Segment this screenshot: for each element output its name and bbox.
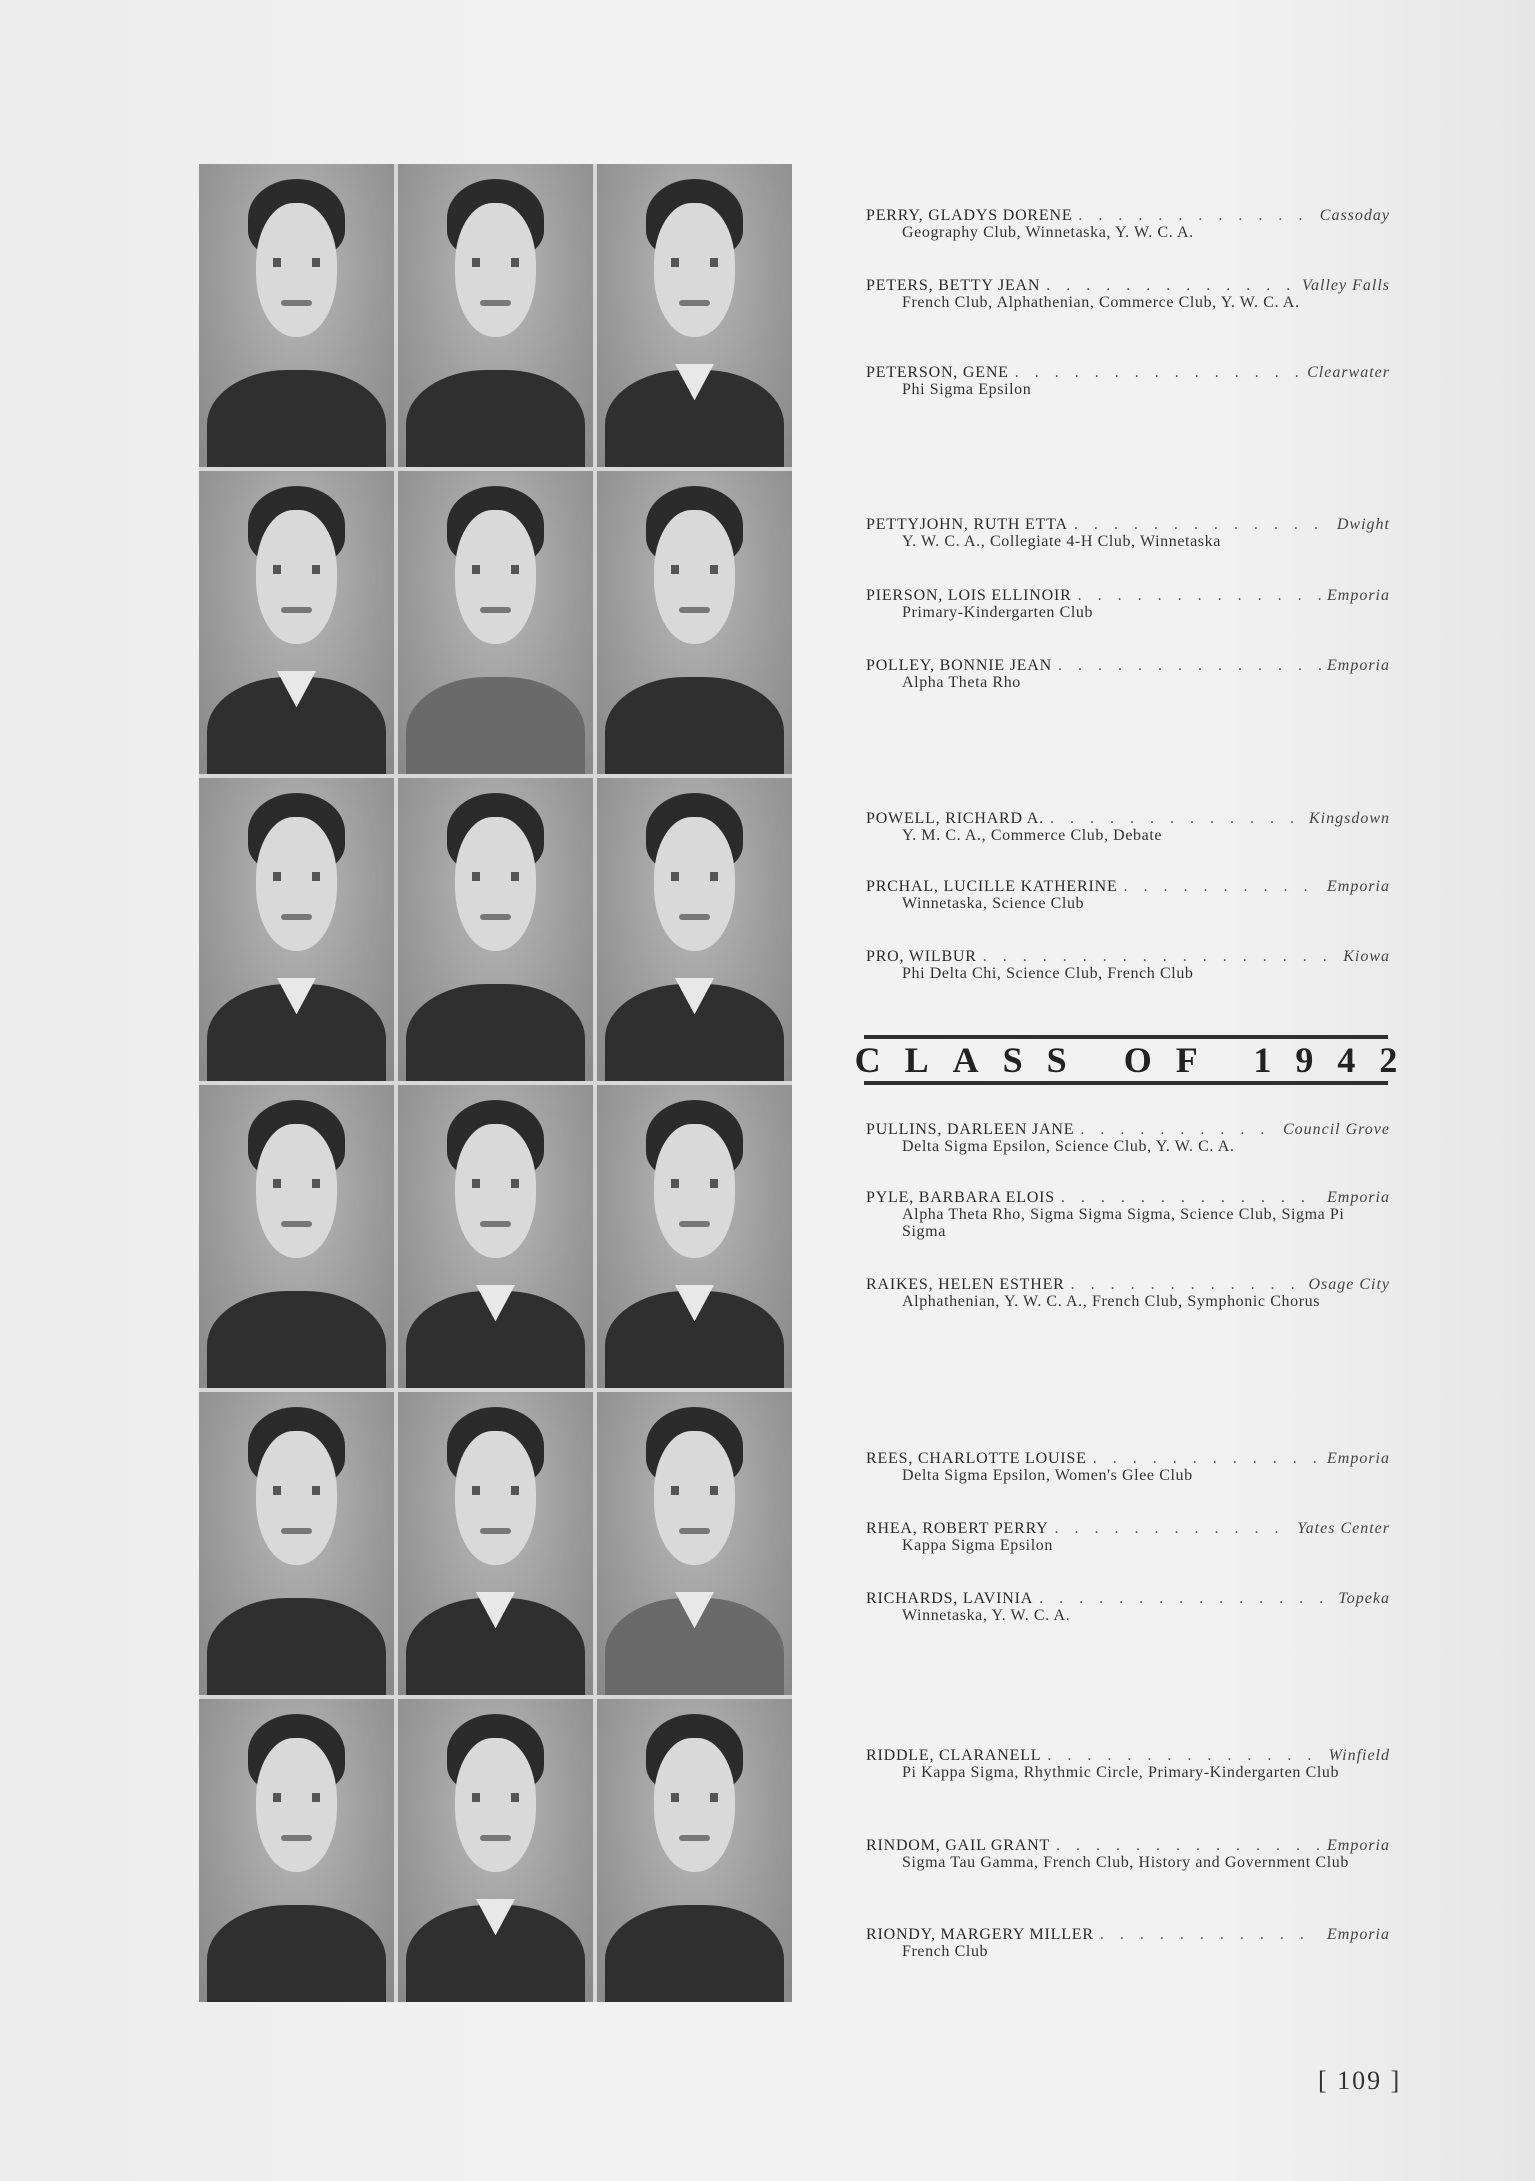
portrait-photo (597, 164, 792, 467)
student-activities: Winnetaska, Science Club (902, 895, 1085, 912)
student-name: POLLEY, BONNIE JEAN (866, 657, 1053, 674)
student-entry (866, 657, 1390, 691)
hometown: Topeka (1338, 1590, 1390, 1607)
hometown: Kingsdown (1308, 810, 1390, 827)
student-entry (866, 1926, 1390, 1960)
class-heading-text: CLASS OF 1942 (854, 1040, 1422, 1080)
student-entry (866, 1520, 1390, 1554)
portrait-photo (597, 778, 792, 1081)
student-activities: Phi Sigma Epsilon (902, 381, 1032, 398)
student-activities: Delta Sigma Epsilon, Women's Glee Club (902, 1467, 1193, 1484)
student-entry (866, 1450, 1390, 1484)
student-activities: Primary-Kindergarten Club (902, 604, 1094, 621)
student-activities: Kappa Sigma Epsilon (902, 1537, 1053, 1554)
portrait-photo (398, 164, 593, 467)
hometown: Emporia (1327, 1189, 1390, 1206)
student-entry (866, 587, 1390, 621)
student-entry (866, 810, 1390, 844)
student-entry (866, 1590, 1390, 1624)
student-name: REES, CHARLOTTE LOUISE (866, 1450, 1087, 1467)
student-activities: Winnetaska, Y. W. C. A. (902, 1607, 1071, 1624)
student-entry (866, 878, 1390, 912)
hometown: Dwight (1336, 516, 1390, 533)
hometown: Clearwater (1307, 364, 1390, 381)
student-name: RICHARDS, LAVINIA (866, 1590, 1034, 1607)
hometown: Valley Falls (1302, 277, 1390, 294)
student-entry (866, 1276, 1390, 1310)
student-activities: French Club, Alphathenian, Commerce Club, Y. W. C. A. (902, 294, 1300, 311)
portrait-photo (199, 1392, 394, 1695)
class-heading (854, 1035, 1422, 1085)
student-name: PETTYJOHN, RUTH ETTA (866, 516, 1068, 533)
student-entry (866, 1747, 1390, 1781)
student-entry (866, 1121, 1390, 1155)
student-entry (866, 277, 1390, 311)
student-activities: Y. W. C. A., Collegiate 4-H Club, Winnetaska (902, 533, 1221, 550)
student-name: RIDDLE, CLARANELL (866, 1747, 1042, 1764)
hometown: Yates Center (1297, 1520, 1390, 1537)
portrait-photo (199, 1085, 394, 1388)
student-entry (866, 948, 1390, 982)
hometown: Cassoday (1319, 207, 1390, 224)
hometown: Osage City (1308, 1276, 1390, 1293)
student-name: PIERSON, LOIS ELLINOIR (866, 587, 1072, 604)
student-activities: French Club (902, 1943, 989, 1960)
hometown: Council Grove (1282, 1121, 1390, 1138)
student-activities: Alpha Theta Rho (902, 674, 1021, 691)
portrait-photo (199, 1699, 394, 2002)
student-activities: Phi Delta Chi, Science Club, French Club (902, 965, 1194, 982)
student-activities: Y. M. C. A., Commerce Club, Debate (902, 827, 1163, 844)
portrait-photo (398, 1392, 593, 1695)
student-entry (866, 1837, 1390, 1871)
hometown: Emporia (1327, 1926, 1390, 1943)
portrait-photo (199, 471, 394, 774)
student-entry (866, 516, 1390, 550)
student-activities: Sigma Tau Gamma, French Club, History and Government Club (902, 1854, 1349, 1871)
student-name: PETERS, BETTY JEAN (866, 277, 1041, 294)
hometown: Emporia (1327, 1837, 1390, 1854)
student-name: PULLINS, DARLEEN JANE (866, 1121, 1075, 1138)
portrait-photo (398, 778, 593, 1081)
portrait-photo (199, 778, 394, 1081)
portrait-photo (597, 471, 792, 774)
student-activities: Pi Kappa Sigma, Rhythmic Circle, Primary-Kindergarten Club (902, 1764, 1340, 1781)
student-entry (866, 1189, 1390, 1240)
portrait-grid (199, 164, 792, 2002)
student-name: PRCHAL, LUCILLE KATHERINE (866, 878, 1118, 895)
student-name: PETERSON, GENE (866, 364, 1009, 381)
student-name: PYLE, BARBARA ELOIS (866, 1189, 1055, 1206)
student-name: RINDOM, GAIL GRANT (866, 1837, 1051, 1854)
portrait-photo (597, 1699, 792, 2002)
hometown: Emporia (1327, 657, 1390, 674)
portrait-photo (398, 1085, 593, 1388)
student-name: PRO, WILBUR (866, 948, 977, 965)
student-name: RIONDY, MARGERY MILLER (866, 1926, 1094, 1943)
student-name: RHEA, ROBERT PERRY (866, 1520, 1049, 1537)
hometown: Kiowa (1343, 948, 1390, 965)
student-entry (866, 207, 1390, 241)
student-activities: Geography Club, Winnetaska, Y. W. C. A. (902, 224, 1194, 241)
page-number: [ 109 ] (1318, 2066, 1402, 2095)
portrait-photo (398, 471, 593, 774)
student-activities: Delta Sigma Epsilon, Science Club, Y. W. C. A. (902, 1138, 1235, 1155)
portrait-photo (597, 1392, 792, 1695)
student-activities: Alphathenian, Y. W. C. A., French Club, Symphonic Chorus (902, 1293, 1321, 1310)
portrait-photo (199, 164, 394, 467)
student-entry (866, 364, 1390, 398)
hometown: Emporia (1327, 1450, 1390, 1467)
hometown: Emporia (1327, 587, 1390, 604)
student-name: RAIKES, HELEN ESTHER (866, 1276, 1065, 1293)
portrait-photo (398, 1699, 593, 2002)
student-name: POWELL, RICHARD A. (866, 810, 1044, 827)
portrait-photo (597, 1085, 792, 1388)
hometown: Winfield (1328, 1747, 1390, 1764)
hometown: Emporia (1327, 878, 1390, 895)
student-name: PERRY, GLADYS DORENE (866, 207, 1073, 224)
student-activities: Alpha Theta Rho, Sigma Sigma Sigma, Science Club, Sigma Pi Sigma (902, 1206, 1345, 1240)
